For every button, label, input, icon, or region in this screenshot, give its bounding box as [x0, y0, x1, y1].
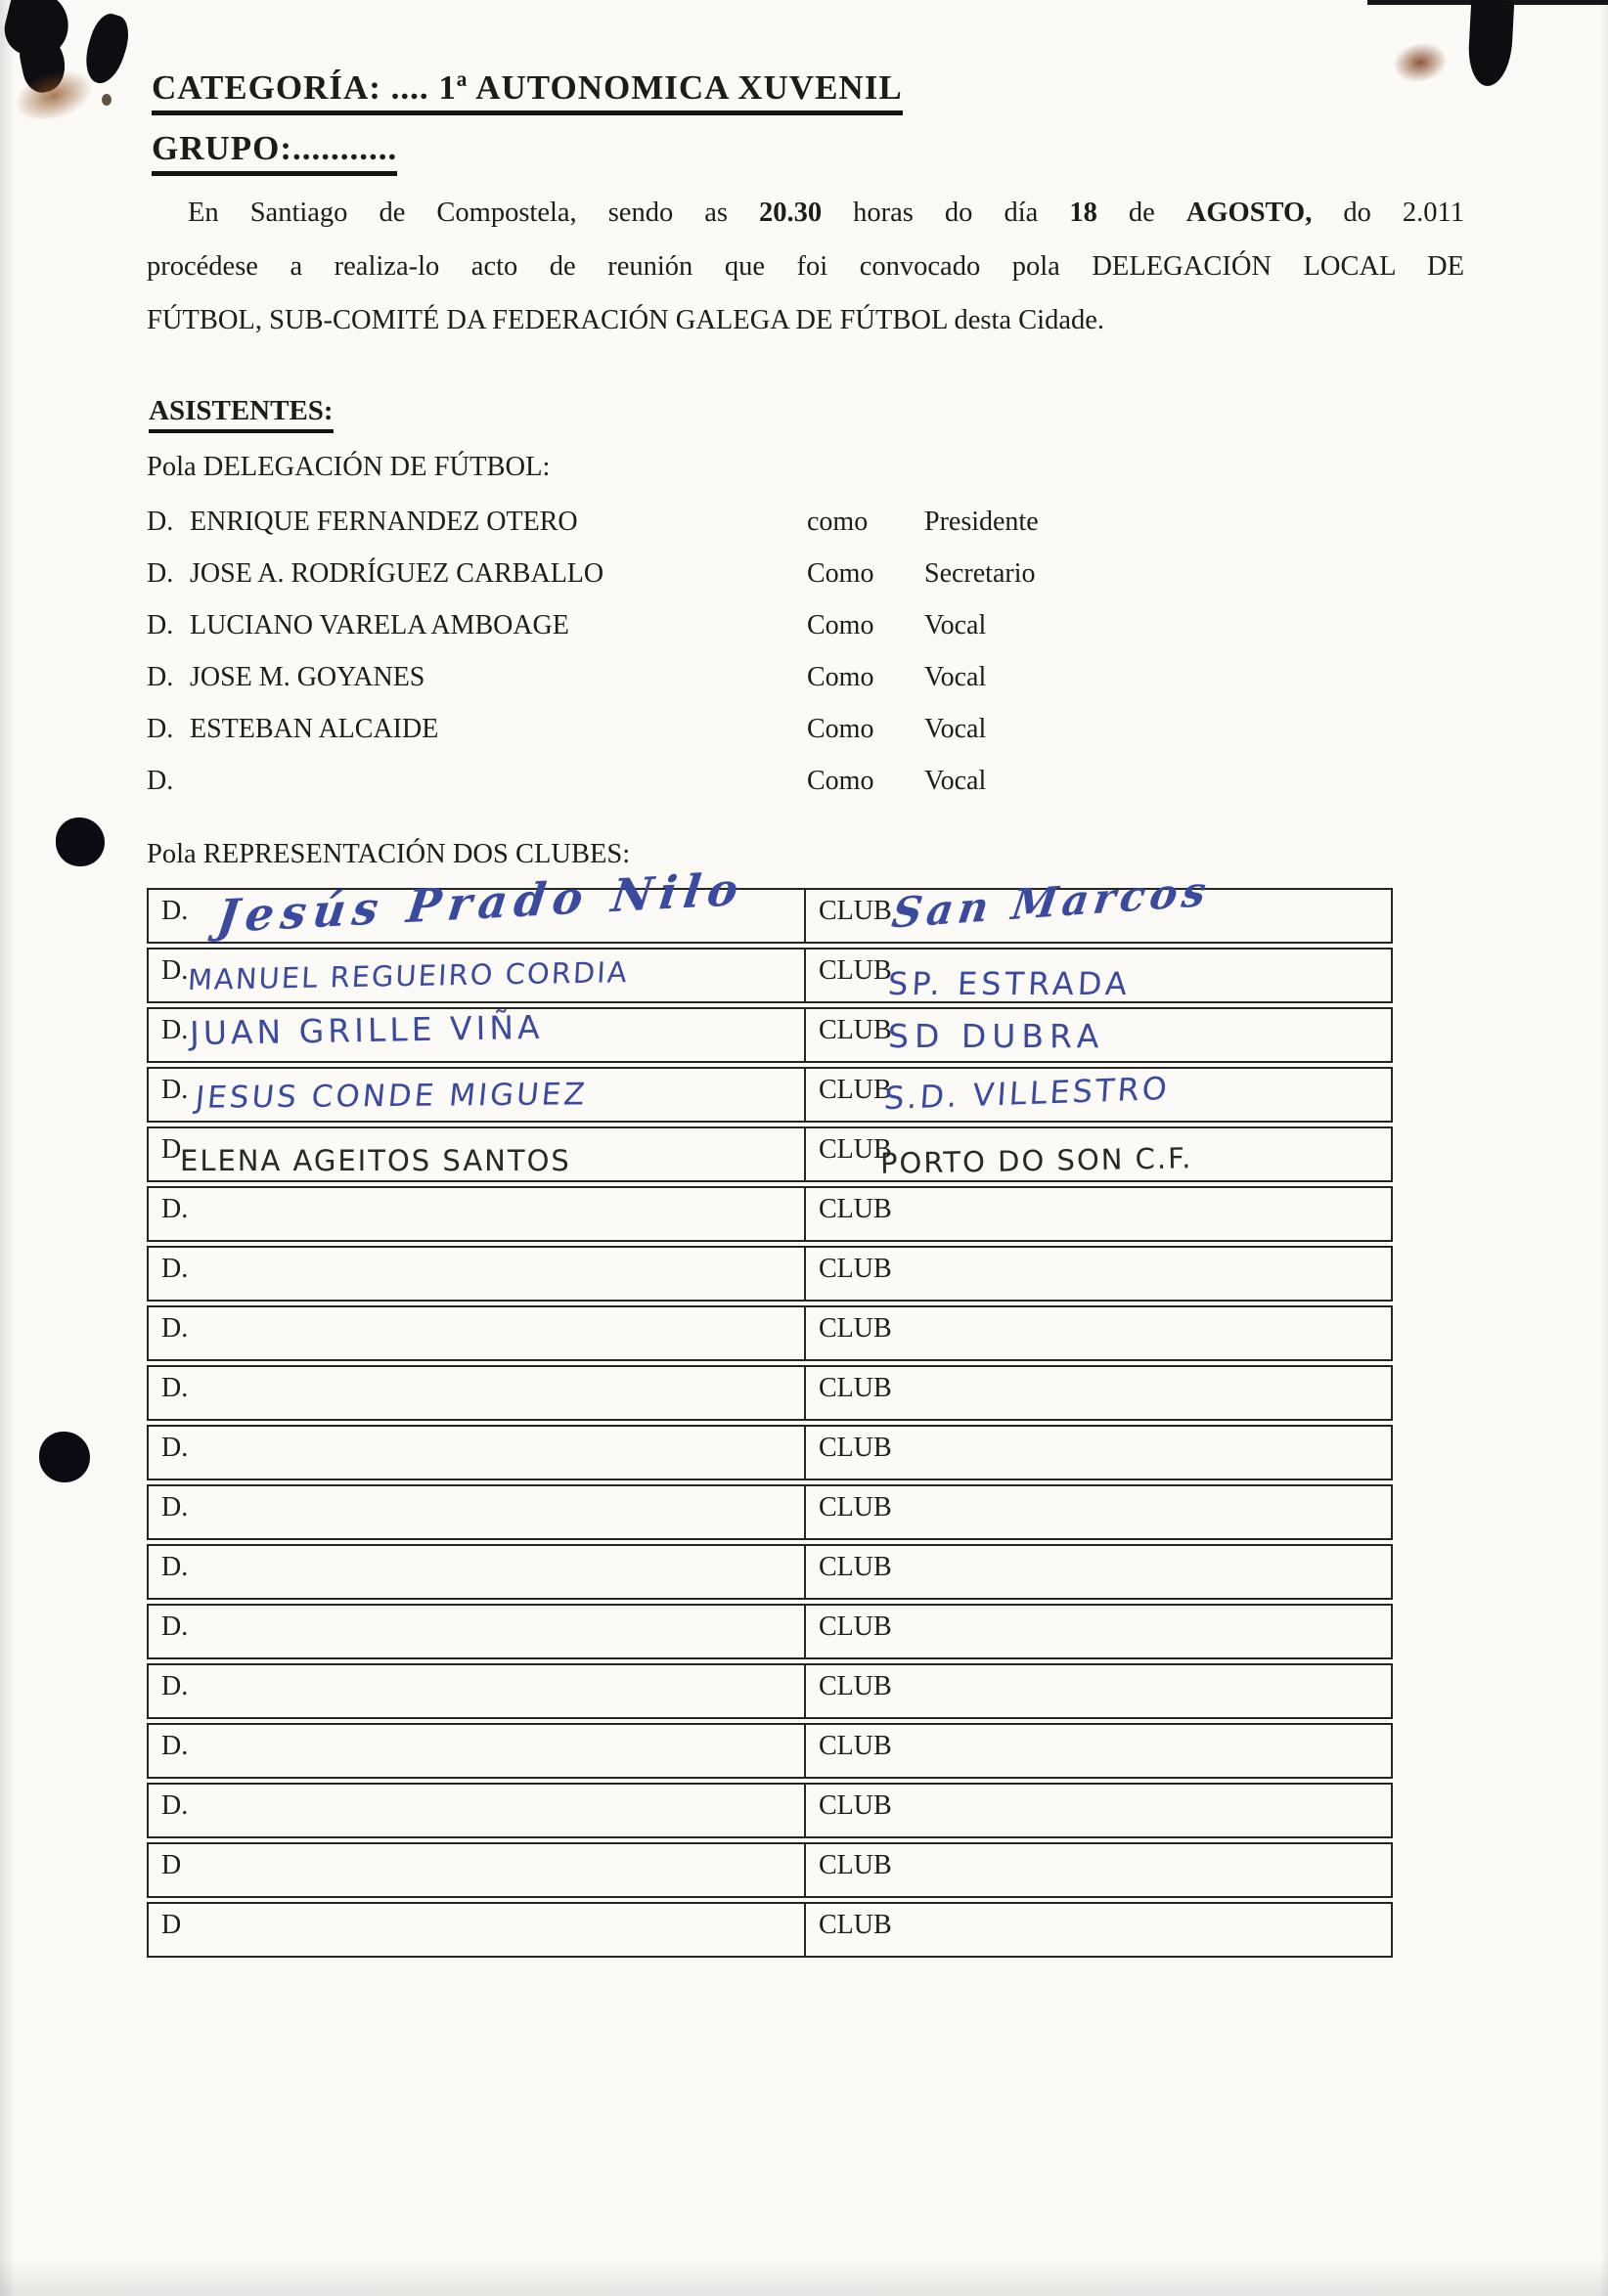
attendee-d-label: D. [147, 766, 174, 796]
club-row-person-cell [149, 1785, 806, 1836]
stain-top-right [1390, 38, 1451, 86]
club-row-person-cell [149, 949, 806, 1001]
handwritten-club-name: S.D. VILLESTRO [882, 1069, 1172, 1118]
attendee-row [147, 507, 1399, 558]
club-d-label: D [161, 1910, 182, 1940]
attendee-como: Como [807, 714, 874, 744]
club-d-label: D [161, 1850, 182, 1880]
club-d-label: D. [161, 955, 189, 986]
bottom-edge-shadow [0, 2259, 1608, 2296]
intro-text: horas do día [822, 198, 1070, 228]
club-table-row [147, 1067, 1393, 1123]
club-row-club-cell [806, 1307, 1391, 1359]
club-row-person-cell [149, 1009, 806, 1061]
club-column-label: CLUB [819, 1373, 892, 1403]
club-column-label: CLUB [819, 1134, 892, 1165]
club-row-person-cell [149, 1844, 806, 1896]
club-row-club-cell [806, 1009, 1391, 1061]
categoria-title [152, 68, 903, 115]
club-table-row [147, 1186, 1393, 1242]
handwritten-person-name: ELENA AGEITOS SANTOS [180, 1144, 571, 1177]
intro-line-3: FÚTBOL, SUB-COMITÉ DA FEDERACIÓN GALEGA DE FÚTBOL desta Cidade. [147, 305, 1104, 335]
club-row-club-cell [806, 1128, 1391, 1180]
attendee-row [147, 558, 1399, 610]
document-title-block [152, 68, 903, 176]
intro-paragraph [147, 186, 1464, 347]
club-d-label: D. [161, 1075, 189, 1105]
club-column-label: CLUB [819, 1790, 892, 1821]
club-column-label: CLUB [819, 1612, 892, 1642]
club-table-row [147, 1126, 1393, 1182]
intro-line-1 [147, 186, 1464, 240]
club-row-person-cell [149, 1904, 806, 1956]
attendee-d-label: D. [147, 558, 174, 589]
attendee-name: LUCIANO VARELA AMBOAGE [190, 610, 569, 640]
club-row-club-cell [806, 1188, 1391, 1240]
attendee-list [147, 507, 1399, 817]
club-row-person-cell [149, 1546, 806, 1598]
club-row-club-cell [806, 1069, 1391, 1121]
club-column-label: CLUB [819, 1313, 892, 1344]
categoria-label: CATEGORÍA: .... [152, 68, 429, 107]
right-edge-shadow [1600, 0, 1608, 2296]
club-table-row [147, 861, 1393, 944]
club-row-person-cell [149, 1307, 806, 1359]
club-table-row [147, 1425, 1393, 1480]
club-row-club-cell [806, 949, 1391, 1001]
attendee-name: ENRIQUE FERNANDEZ OTERO [190, 507, 578, 537]
club-table-row [147, 1842, 1393, 1898]
handwritten-person-name: JESUS CONDE MIGUEZ [194, 1077, 590, 1116]
club-row-club-cell [806, 1486, 1391, 1538]
club-column-label: CLUB [819, 1671, 892, 1701]
meeting-year: do 2.011 [1312, 198, 1464, 228]
attendee-role: Vocal [924, 610, 987, 640]
club-row-club-cell [806, 1844, 1391, 1896]
club-d-label: D. [161, 1492, 189, 1523]
delegation-subheading: Pola DELEGACIÓN DE FÚTBOL: [147, 452, 551, 482]
club-table-row [147, 1365, 1393, 1421]
attendee-como: Como [807, 766, 874, 796]
handwritten-club-name: SP. ESTRADA [887, 965, 1132, 1002]
attendee-row [147, 714, 1399, 766]
attendee-como: como [807, 507, 869, 537]
intro-line-2: procédese a realiza-lo acto de reunión que foi convocado pola DELEGACIÓN LOCAL DE [147, 251, 1464, 282]
attendee-role: Vocal [924, 714, 987, 744]
club-column-label: CLUB [819, 1075, 892, 1105]
club-d-label: D. [161, 1790, 189, 1821]
handwritten-person-name: JUAN GRILLE VIÑA [189, 1007, 544, 1053]
meeting-time: 20.30 [759, 198, 823, 228]
attendee-name: JOSE M. GOYANES [190, 662, 425, 692]
attendee-como: Como [807, 610, 874, 640]
club-row-club-cell [806, 1665, 1391, 1717]
club-row-person-cell [149, 1665, 806, 1717]
club-table-row [147, 1663, 1393, 1719]
attendee-como: Como [807, 558, 874, 589]
club-d-label: D. [161, 1254, 189, 1284]
meeting-day: 18 [1069, 198, 1097, 228]
club-row-person-cell [149, 1427, 806, 1479]
club-row-person-cell [149, 1486, 806, 1538]
club-row-club-cell [806, 1248, 1391, 1300]
club-column-label: CLUB [819, 896, 892, 926]
club-column-label: CLUB [819, 1254, 892, 1284]
attendee-row [147, 766, 1399, 817]
meeting-month: AGOSTO, [1185, 198, 1313, 228]
attendee-name: JOSE A. RODRÍGUEZ CARBALLO [190, 558, 604, 589]
club-table-row [147, 1484, 1393, 1540]
club-row-club-cell [806, 1546, 1391, 1598]
club-d-label: D. [161, 1671, 189, 1701]
intro-text: En Santiago de Compostela, sendo as [188, 198, 759, 228]
club-table-row [147, 948, 1393, 1003]
club-row-person-cell [149, 1248, 806, 1300]
club-row-club-cell [806, 1427, 1391, 1479]
club-d-label: D. [161, 1612, 189, 1642]
hole-punch-mark-2 [39, 1432, 90, 1482]
handwritten-club-name: San Marcos [888, 866, 1214, 938]
attendee-role: Secretario [924, 558, 1036, 589]
categoria-value: 1ª AUTONOMICA XUVENIL [438, 68, 903, 107]
club-column-label: CLUB [819, 1552, 892, 1582]
attendee-d-label: D. [147, 507, 174, 537]
hole-punch-mark-1 [56, 817, 105, 866]
club-column-label: CLUB [819, 1492, 892, 1523]
club-d-label: D. [161, 1194, 189, 1224]
club-d-label: D. [161, 1015, 189, 1045]
club-row-club-cell [806, 1725, 1391, 1777]
club-column-label: CLUB [819, 1850, 892, 1880]
club-column-label: CLUB [819, 1731, 892, 1761]
left-edge-shadow [0, 0, 16, 2296]
club-d-label: D. [161, 896, 189, 926]
club-row-person-cell [149, 1069, 806, 1121]
club-row-club-cell [806, 866, 1391, 942]
handwritten-person-name: MANUEL REGUEIRO CORDIA [187, 955, 630, 996]
club-d-label: D. [161, 1373, 189, 1403]
grupo-title: GRUPO:........... [152, 129, 397, 176]
club-d-label: D. [161, 1731, 189, 1761]
club-row-person-cell [149, 1725, 806, 1777]
club-column-label: CLUB [819, 1015, 892, 1045]
attendee-row [147, 662, 1399, 714]
clubs-table [147, 861, 1393, 1962]
handwritten-club-name: SD DUBRA [888, 1017, 1105, 1055]
club-d-label: D. [161, 1134, 189, 1165]
attendee-d-label: D. [147, 662, 174, 692]
attendee-name: ESTEBAN ALCAIDE [190, 714, 439, 744]
club-row-person-cell [149, 861, 806, 944]
club-row-person-cell [149, 1188, 806, 1240]
club-row-club-cell [806, 1904, 1391, 1956]
club-column-label: CLUB [819, 955, 892, 986]
club-row-club-cell [806, 1367, 1391, 1419]
club-row-club-cell [806, 1606, 1391, 1657]
club-row-club-cell [806, 1785, 1391, 1836]
club-d-label: D. [161, 1552, 189, 1582]
attendee-d-label: D. [147, 610, 174, 640]
attendee-role: Vocal [924, 766, 987, 796]
attendee-role: Vocal [924, 662, 987, 692]
club-table-row [147, 1544, 1393, 1600]
speck-top-left [102, 94, 112, 106]
club-column-label: CLUB [819, 1433, 892, 1463]
attendee-como: Como [807, 662, 874, 692]
club-table-row [147, 1305, 1393, 1361]
ink-blob-top-right [1467, 0, 1515, 87]
asistentes-heading: ASISTENTES: [149, 395, 334, 433]
club-table-row [147, 1604, 1393, 1659]
handwritten-club-name: PORTO DO SON C.F. [879, 1141, 1193, 1180]
handwritten-person-name: Jesús Prado Nilo [214, 861, 748, 944]
club-column-label: CLUB [819, 1194, 892, 1224]
club-table-row [147, 1783, 1393, 1838]
club-d-label: D. [161, 1433, 189, 1463]
club-row-person-cell [149, 1606, 806, 1657]
intro-text: de [1096, 198, 1186, 228]
attendee-role: Presidente [924, 507, 1039, 537]
attendee-d-label: D. [147, 714, 174, 744]
club-d-label: D. [161, 1313, 189, 1344]
club-row-person-cell [149, 1128, 806, 1180]
club-table-row [147, 1246, 1393, 1302]
club-table-row [147, 1902, 1393, 1958]
attendee-row [147, 610, 1399, 662]
club-column-label: CLUB [819, 1910, 892, 1940]
club-row-person-cell [149, 1367, 806, 1419]
clubs-heading: Pola REPRESENTACIÓN DOS CLUBES: [147, 839, 631, 869]
club-table-row [147, 1007, 1393, 1063]
club-table-row [147, 1723, 1393, 1779]
